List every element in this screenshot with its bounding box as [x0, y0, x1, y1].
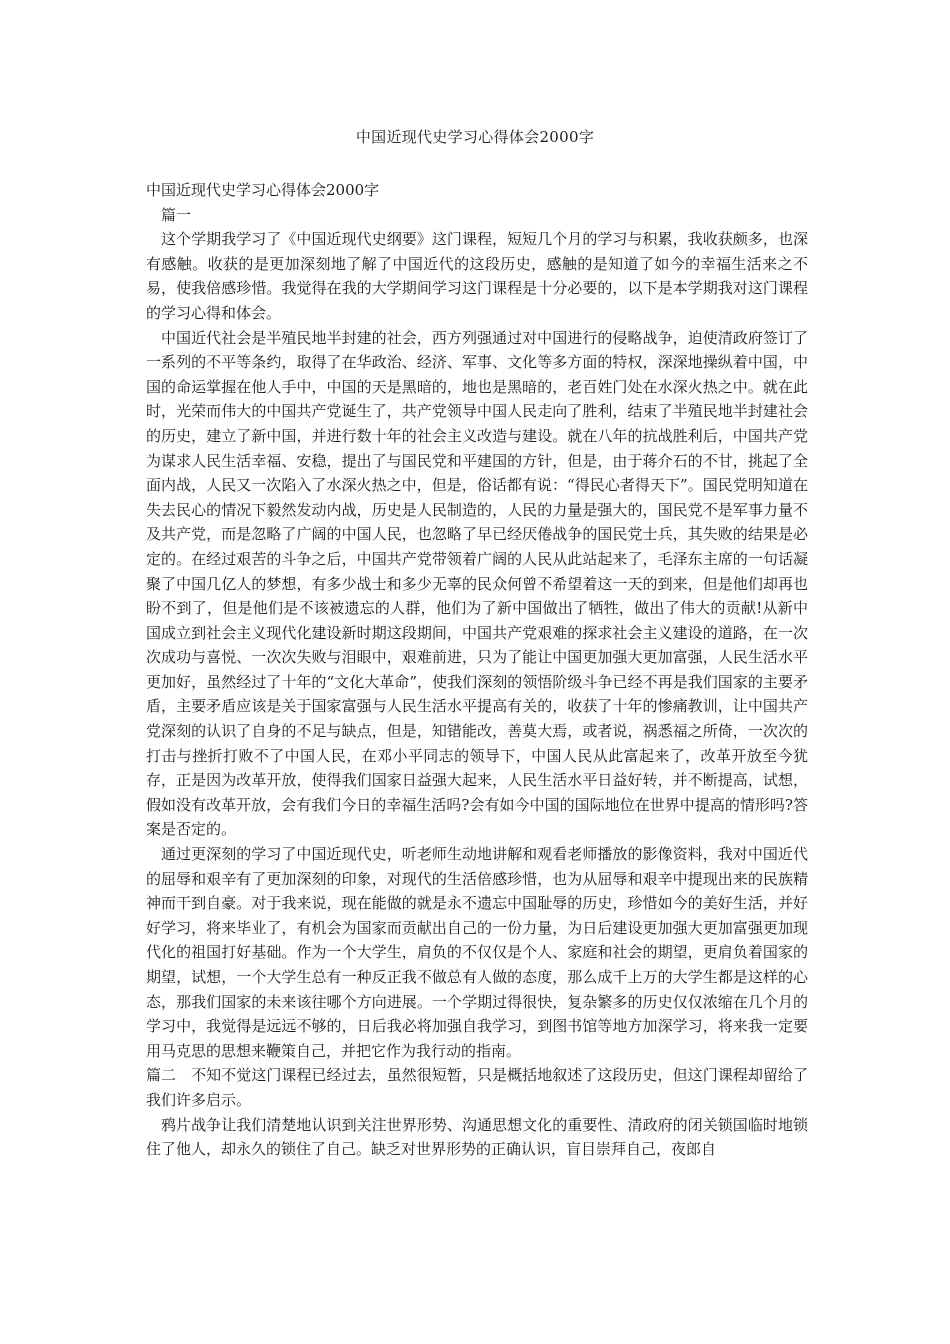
paragraph-last: 鸦片战争让我们清楚地认识到关注世界形势、沟通思想文化的重要性、清政府的闭关锁国临时地锁住了他人，却永久的锁住了自己。缺乏对世界形势的正确认识，盲目崇拜自己，夜郎自 — [146, 1115, 808, 1159]
paragraph-1: 这个学期我学习了《中国近现代史纲要》这门课程，短短几个月的学习与积累，我收获颇多，也深有感触。收获的是更加深刻地了解了中国近代的这段历史，感触的是知道了如今的幸福生活来之不易，使我倍感珍惜。我觉得在我的大学期间学习这门课程是十分必要的，以下是本学期我对这门课程的学习心得和体会。 — [146, 230, 808, 322]
section-label-2: 篇二 — [146, 1066, 177, 1085]
document-title: 中国近现代史学习心得体会2000字 — [355, 128, 595, 146]
section-2-intro — [146, 1063, 808, 1112]
paragraph-2: 中国近代社会是半殖民地半封建的社会，西方列强通过对中国进行的侵略战争，迫使清政府签订了一系列的不平等条约，取得了在华政治、经济、军事、文化等多方面的特权，深深地操纵着中国，中国的命运掌握在他人手中，中国的天是黑暗的，地也是黑暗的，老百姓门处在水深火热之中。就在此时，光荣而伟大的中国共产党诞生了，共产党领导中国人民走向了胜利，结束了半殖民地半封建社会的历史，建立了新中国，并进行数十年的社会主义改造与建设。就在八年的抗战胜利后，中国共产党为谋求人民生活幸福、安稳，提出了与国民党和平建国的方针，但是，由于蒋介石的不甘，挑起了全面内战，人民又一次陷入了水深火热之中，但是，俗话都有说：“得民心者得天下”。国民党明知道在失去民心的情况下毅然发动内战，历史是人民制造的，人民的力量是强大的，国民党不是军事力量不及共产党，而是忽略了广阔的中国人民，也忽略了早已经厌倦战争的国民党士兵，其失败的结果是必定的。在经过艰苦的斗争之后，中国共产党带领着广阔的人民从此站起来了，毛泽东主席的一句话凝聚了中国几亿人的梦想，有多少战士和多少无辜的民众何曾不希望着这一天的到来，但是他们却再也盼不到了，但是他们是不该被遗忘的人群，他们为了新中国做出了牺牲，做出了伟大的贡献!从新中国成立到社会主义现代化建设新时期这段期间，中国共产党艰难的探求社会主义建设的道路，在一次次成功与喜悦、一次次失败与泪眼中，艰难前进，只为了能让中国更加强大更加富强，人民生活水平更加好，虽然经过了十年的“文化大革命”，使我们深刻的领悟阶级斗争已经不再是我们国家的主要矛盾，主要矛盾应该是关于国家富强与人民生活水平提高有关的，收获了十年的惨痛教训，让中国共产党深刻的认识了自身的不足与缺点，但是，知错能改，善莫大焉，或者说，祸悉福之所倚，一次次的打击与挫折打败不了中国人民，在邓小平同志的领导下，中国人民从此富起来了，改革开放至今犹存，正是因为改革开放，使得我们国家日益强大起来，人民生活水平日益好转，并不断提高，试想，假如没有改革开放，会有我们今日的幸福生活吗?会有如今中国的国际地位在世界中提高的情形吗?答案是否定的。 — [146, 328, 808, 839]
paragraph-3: 通过更深刻的学习了中国近现代史，听老师生动地讲解和观看老师播放的影像资料，我对中国近代的屈辱和艰辛有了更加深刻的印象，对现代的生活倍感珍惜，也为从屈辱和艰辛中提现出来的民族精神而干到自豪。对于我来说，现在能做的就是永不遗忘中国耻辱的历史，珍惜如今的美好生活，并好好学习，将来毕业了，有机会为国家而贡献出自己的一份力量，为日后建设更加强大更加富强更加现代化的祖国打好基础。作为一个大学生，肩负的不仅仅是个人、家庭和社会的期望，更肩负着国家的期望，试想，一个大学生总有一种反正我不做总有人做的态度，那么成千上万的大学生都是这样的心态，那我们国家的未来该往哪个方向进展。一个学期过得很快，复杂繁多的历史仅仅浓缩在几个月的学习中，我觉得是远远不够的，日后我必将加强自我学习，到图书馆等地方加深学习，将来我一定要用马克思的思想来鞭策自己，并把它作为我行动的指南。 — [146, 845, 808, 1060]
section-label-1: 篇一 — [161, 205, 192, 224]
document-subtitle: 中国近现代史学习心得体会2000字 — [146, 181, 380, 199]
section-2-first-paragraph: 不知不觉这门课程已经过去，虽然很短暂，只是概括地叙述了这段历史，但这门课程却留给了我们许多启示。 — [146, 1066, 808, 1109]
document-body — [146, 178, 808, 1162]
